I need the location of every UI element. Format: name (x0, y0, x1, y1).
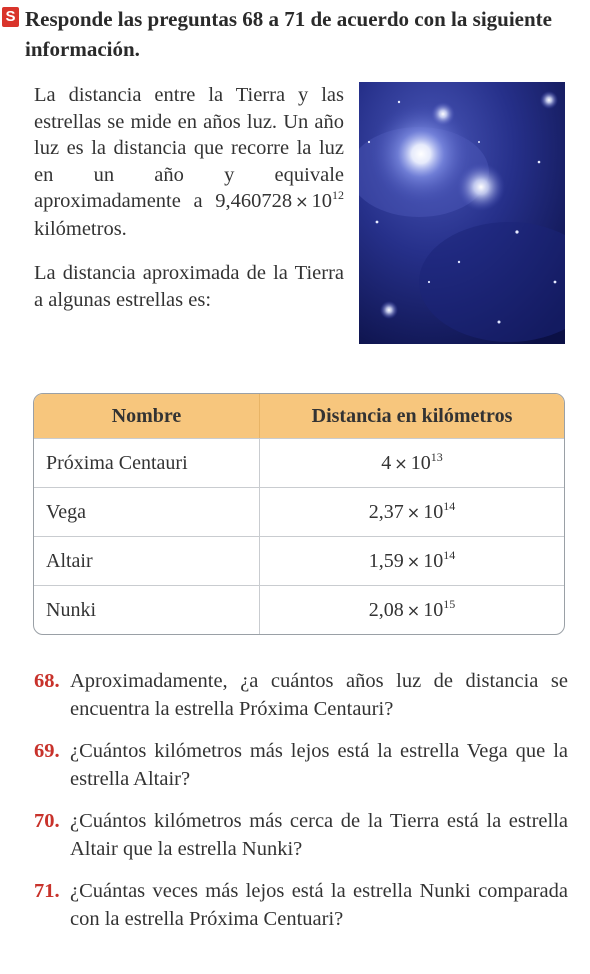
distance-mantissa: 2,37 (368, 500, 404, 523)
star-distance (260, 585, 564, 634)
star-distance-table (33, 393, 565, 635)
star-name: Nunki (34, 585, 260, 634)
column-header-distance: Distancia en kilómetros (260, 394, 564, 438)
star-name: Vega (34, 487, 260, 536)
distance-mantissa: 4 (381, 451, 392, 474)
question-item (34, 877, 568, 933)
times-sign: × (406, 600, 421, 620)
intro-paragraph-1-text: La distancia entre la Tierra y las estrellas se mide en años luz. Un año luz es la distancia que recorre la luz en un año y equivale aproximadamente a (34, 84, 344, 212)
question-text: ¿Cuántas veces más lejos está la estrella Nunki comparada con la estrella Próxima Centuari? (70, 880, 568, 930)
star-distance (260, 536, 564, 585)
section-badge: S (2, 7, 19, 27)
table-row (34, 585, 564, 634)
intro-paragraph-2: La distancia aproximada de la Tierra a algunas estrellas es: (34, 262, 344, 311)
star-name: Próxima Centauri (34, 438, 260, 487)
question-item (34, 737, 568, 793)
distance-exponent: 13 (430, 449, 443, 464)
question-number: 70. (34, 810, 60, 832)
distance-exponent: 14 (443, 547, 456, 562)
question-item (34, 667, 568, 723)
star (380, 301, 398, 319)
star (457, 163, 505, 211)
question-text: Aproximadamente, ¿a cuántos años luz de distancia se encuentra la estrella Próxima Centauri? (70, 670, 568, 720)
times-sign: × (406, 551, 421, 571)
star (540, 91, 558, 109)
table-row (34, 536, 564, 585)
star-distance (260, 438, 564, 487)
table-row (34, 487, 564, 536)
times-sign: × (295, 192, 309, 211)
question-text: ¿Cuántos kilómetros más lejos está la estrella Vega que la estrella Altair? (70, 740, 568, 790)
light-year-value (215, 190, 344, 212)
table-header-row (34, 394, 564, 438)
star-name: Altair (34, 536, 260, 585)
intro-paragraph-1 (34, 82, 344, 242)
distance-base: 10 (423, 549, 444, 572)
column-header-name: Nombre (34, 394, 260, 438)
distance-exponent: 15 (443, 596, 456, 611)
starfield-image (359, 82, 565, 344)
question-list (34, 667, 568, 947)
question-number: 71. (34, 880, 60, 902)
question-number: 69. (34, 740, 60, 762)
distance-mantissa: 1,59 (368, 549, 404, 572)
times-sign: × (394, 453, 408, 473)
question-number: 68. (34, 670, 60, 692)
distance-base: 10 (410, 451, 431, 474)
distance-base: 10 (423, 598, 444, 621)
table-row (34, 438, 564, 487)
distance-exponent: 14 (443, 498, 456, 513)
distance-base: 10 (423, 500, 444, 523)
light-year-exponent: 12 (332, 188, 345, 202)
distance-mantissa: 2,08 (368, 598, 404, 621)
light-year-base: 10 (311, 190, 333, 212)
intro-text (34, 82, 344, 313)
instruction-heading: Responde las preguntas 68 a 71 de acuerdo con la siguiente información. (25, 7, 552, 61)
question-text: ¿Cuántos kilómetros más cerca de la Tierra está la estrella Altair que la estrella Nunki? (70, 810, 568, 860)
star (431, 102, 455, 126)
times-sign: × (406, 502, 421, 522)
question-item (34, 807, 568, 863)
light-year-mantissa: 9,460728 (215, 190, 293, 212)
light-year-unit: kilómetros. (34, 217, 127, 240)
star-distance (260, 487, 564, 536)
